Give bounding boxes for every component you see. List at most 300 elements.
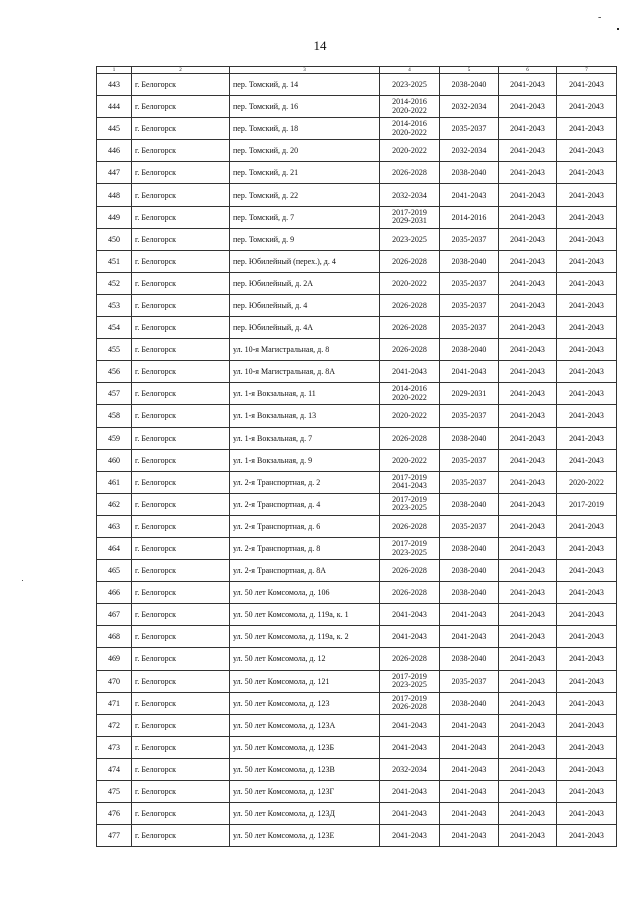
column-header: 3: [230, 67, 380, 74]
row-number: 463: [97, 515, 132, 537]
address-cell: пер. Юбилейный (перех.), д. 4: [230, 250, 380, 272]
row-number: 443: [97, 74, 132, 96]
period-cell-col4: 2026-2028: [380, 582, 440, 604]
period-cell-col4: 2041-2043: [380, 781, 440, 803]
period-cell-col5: 2038-2040: [440, 493, 499, 515]
column-header: 4: [380, 67, 440, 74]
period-cell-col6: 2041-2043: [499, 449, 557, 471]
period-cell-col5: 2035-2037: [440, 228, 499, 250]
period-cell-col4: [380, 118, 440, 140]
table-row: [97, 714, 617, 736]
city-cell: г. Белогорск: [132, 648, 230, 670]
row-number: 477: [97, 825, 132, 847]
period-cell-col4: 2026-2028: [380, 648, 440, 670]
city-cell: г. Белогорск: [132, 537, 230, 559]
table-row: [97, 781, 617, 803]
address-cell: ул. 50 лет Комсомола, д. 123Е: [230, 825, 380, 847]
table-row: [97, 692, 617, 714]
row-number: 454: [97, 317, 132, 339]
table-row: [97, 184, 617, 206]
table-row: [97, 118, 617, 140]
period-cell-col7: 2041-2043: [557, 162, 617, 184]
address-cell: ул. 2-я Транспортная, д. 4: [230, 493, 380, 515]
period-cell-col4: 2041-2043: [380, 714, 440, 736]
period-cell-col5: 2035-2037: [440, 118, 499, 140]
row-number: 474: [97, 758, 132, 780]
table-body: [97, 67, 617, 847]
period-cell-col7: 2041-2043: [557, 228, 617, 250]
period-cell-col7: 2041-2043: [557, 206, 617, 228]
address-cell: ул. 50 лет Комсомола, д. 119а, к. 2: [230, 626, 380, 648]
period-cell-col6: 2041-2043: [499, 626, 557, 648]
row-number: 459: [97, 427, 132, 449]
period-cell-col6: 2041-2043: [499, 405, 557, 427]
city-cell: г. Белогорск: [132, 405, 230, 427]
corner-mark: -: [598, 12, 602, 23]
row-number: 446: [97, 140, 132, 162]
period-cell-col6: 2041-2043: [499, 736, 557, 758]
period-cell-col5: 2038-2040: [440, 74, 499, 96]
table-row: [97, 670, 617, 692]
period-cell-col7: 2041-2043: [557, 803, 617, 825]
city-cell: г. Белогорск: [132, 758, 230, 780]
table-row: [97, 96, 617, 118]
period-cell-col4: 2026-2028: [380, 250, 440, 272]
column-header: 7: [557, 67, 617, 74]
address-cell: ул. 50 лет Комсомола, д. 119а, к. 1: [230, 604, 380, 626]
period-cell-col5: 2032-2034: [440, 140, 499, 162]
city-cell: г. Белогорск: [132, 582, 230, 604]
period-cell-col6: 2041-2043: [499, 714, 557, 736]
period-cell-col5: 2035-2037: [440, 294, 499, 316]
period-cell-col7: 2041-2043: [557, 758, 617, 780]
period-cell-col4: 2026-2028: [380, 560, 440, 582]
city-cell: г. Белогорск: [132, 184, 230, 206]
row-number: 448: [97, 184, 132, 206]
period-cell-col4: 2026-2028: [380, 515, 440, 537]
city-cell: г. Белогорск: [132, 317, 230, 339]
period-cell-col4: 2026-2028: [380, 339, 440, 361]
period-cell-col4: 2041-2043: [380, 825, 440, 847]
table-row: [97, 361, 617, 383]
city-cell: г. Белогорск: [132, 493, 230, 515]
address-cell: пер. Томский, д. 14: [230, 74, 380, 96]
address-cell: ул. 2-я Транспортная, д. 8А: [230, 560, 380, 582]
table-row: [97, 515, 617, 537]
registry-table: [96, 66, 617, 847]
city-cell: г. Белогорск: [132, 692, 230, 714]
period-cell-col5: 2041-2043: [440, 361, 499, 383]
table-row: [97, 74, 617, 96]
period-cell-col5: 2038-2040: [440, 692, 499, 714]
period-cell-col6: 2041-2043: [499, 206, 557, 228]
period-cell-col5: 2041-2043: [440, 803, 499, 825]
period-cell-col5: 2035-2037: [440, 670, 499, 692]
period-cell-col6: 2041-2043: [499, 250, 557, 272]
address-cell: ул. 10-я Магистральная, д. 8: [230, 339, 380, 361]
period-cell-col6: 2041-2043: [499, 383, 557, 405]
period-cell-col4: 2041-2043: [380, 626, 440, 648]
period-cell-col5: 2041-2043: [440, 604, 499, 626]
address-cell: пер. Юбилейный, д. 4: [230, 294, 380, 316]
period-cell-col5: 2041-2043: [440, 714, 499, 736]
period-cell-col6: 2041-2043: [499, 648, 557, 670]
period-cell-col5: 2038-2040: [440, 537, 499, 559]
period-cell-col7: 2041-2043: [557, 670, 617, 692]
period-cell-col6: 2041-2043: [499, 515, 557, 537]
row-number: 476: [97, 803, 132, 825]
period-cell-col7: 2041-2043: [557, 427, 617, 449]
city-cell: г. Белогорск: [132, 294, 230, 316]
period-cell-col6: 2041-2043: [499, 140, 557, 162]
period-cell-col6: 2041-2043: [499, 825, 557, 847]
period-cell-col4-text: 2017-2019 2026-2028: [392, 693, 427, 712]
row-number: 461: [97, 471, 132, 493]
table-row: [97, 317, 617, 339]
row-number: 455: [97, 339, 132, 361]
period-cell-col6: 2041-2043: [499, 317, 557, 339]
row-number: 450: [97, 228, 132, 250]
row-number: 464: [97, 537, 132, 559]
address-cell: ул. 1-я Вокзальная, д. 13: [230, 405, 380, 427]
address-cell: ул. 50 лет Комсомола, д. 123В: [230, 758, 380, 780]
period-cell-col7: 2041-2043: [557, 537, 617, 559]
table-row: [97, 803, 617, 825]
period-cell-col6: 2041-2043: [499, 781, 557, 803]
table-row: [97, 383, 617, 405]
period-cell-col4-text: 2014-2016 2020-2022: [392, 119, 427, 137]
period-cell-col5: 2041-2043: [440, 736, 499, 758]
period-cell-col4: 2026-2028: [380, 162, 440, 184]
period-cell-col4: 2020-2022: [380, 405, 440, 427]
row-number: 469: [97, 648, 132, 670]
period-cell-col4: [380, 537, 440, 559]
period-cell-col4: 2041-2043: [380, 604, 440, 626]
period-cell-col4-text: 2014-2016 2020-2022: [392, 97, 427, 115]
period-cell-col5: 2038-2040: [440, 339, 499, 361]
period-cell-col7: 2041-2043: [557, 339, 617, 361]
row-number: 465: [97, 560, 132, 582]
period-cell-col7: 2017-2019: [557, 493, 617, 515]
row-number: 467: [97, 604, 132, 626]
period-cell-col5: 2041-2043: [440, 626, 499, 648]
period-cell-col7: 2041-2043: [557, 736, 617, 758]
period-cell-col5: 2038-2040: [440, 250, 499, 272]
period-cell-col7: 2041-2043: [557, 781, 617, 803]
period-cell-col4: 2032-2034: [380, 758, 440, 780]
city-cell: г. Белогорск: [132, 604, 230, 626]
period-cell-col7: 2041-2043: [557, 272, 617, 294]
period-cell-col6: 2041-2043: [499, 162, 557, 184]
period-cell-col5: 2038-2040: [440, 582, 499, 604]
period-cell-col6: 2041-2043: [499, 184, 557, 206]
address-cell: пер. Юбилейный, д. 2А: [230, 272, 380, 294]
period-cell-col6: 2041-2043: [499, 604, 557, 626]
period-cell-col5: 2041-2043: [440, 781, 499, 803]
column-header: 2: [132, 67, 230, 74]
period-cell-col4: 2032-2034: [380, 184, 440, 206]
row-number: 470: [97, 670, 132, 692]
period-cell-col7: 2041-2043: [557, 714, 617, 736]
row-number: 460: [97, 449, 132, 471]
period-cell-col7: 2041-2043: [557, 184, 617, 206]
corner-dot: [617, 28, 619, 30]
period-cell-col5: 2041-2043: [440, 184, 499, 206]
row-number: 445: [97, 118, 132, 140]
column-header: 5: [440, 67, 499, 74]
row-number: 452: [97, 272, 132, 294]
period-cell-col6: 2041-2043: [499, 758, 557, 780]
period-cell-col7: 2041-2043: [557, 140, 617, 162]
city-cell: г. Белогорск: [132, 825, 230, 847]
address-cell: пер. Юбилейный, д. 4А: [230, 317, 380, 339]
period-cell-col6: 2041-2043: [499, 471, 557, 493]
period-cell-col7: 2041-2043: [557, 383, 617, 405]
city-cell: г. Белогорск: [132, 272, 230, 294]
period-cell-col7: 2041-2043: [557, 405, 617, 427]
table-row: [97, 560, 617, 582]
table-row: [97, 758, 617, 780]
table-row: [97, 537, 617, 559]
period-cell-col4: 2020-2022: [380, 140, 440, 162]
row-number: 457: [97, 383, 132, 405]
period-cell-col5: 2041-2043: [440, 825, 499, 847]
period-cell-col7: 2041-2043: [557, 449, 617, 471]
period-cell-col7: 2041-2043: [557, 582, 617, 604]
column-header: 6: [499, 67, 557, 74]
address-cell: ул. 50 лет Комсомола, д. 106: [230, 582, 380, 604]
period-cell-col6: 2041-2043: [499, 692, 557, 714]
period-cell-col5: 2035-2037: [440, 449, 499, 471]
period-cell-col4-text: 2014-2016 2020-2022: [392, 384, 427, 402]
row-number: 447: [97, 162, 132, 184]
city-cell: г. Белогорск: [132, 250, 230, 272]
address-cell: пер. Томский, д. 18: [230, 118, 380, 140]
row-number: 471: [97, 692, 132, 714]
page-number: 14: [313, 38, 327, 53]
city-cell: г. Белогорск: [132, 74, 230, 96]
period-cell-col7: 2041-2043: [557, 560, 617, 582]
period-cell-col6: 2041-2043: [499, 537, 557, 559]
row-number: 468: [97, 626, 132, 648]
period-cell-col6: 2041-2043: [499, 361, 557, 383]
period-cell-col7: 2041-2043: [557, 604, 617, 626]
period-cell-col4-text: 2017-2019 2023-2025: [392, 494, 427, 513]
period-cell-col4: [380, 206, 440, 228]
address-cell: ул. 2-я Транспортная, д. 2: [230, 471, 380, 493]
period-cell-col5: 2035-2037: [440, 471, 499, 493]
table-row: [97, 825, 617, 847]
row-number: 466: [97, 582, 132, 604]
address-cell: ул. 50 лет Комсомола, д. 123Г: [230, 781, 380, 803]
address-cell: ул. 1-я Вокзальная, д. 11: [230, 383, 380, 405]
city-cell: г. Белогорск: [132, 228, 230, 250]
period-cell-col6: 2041-2043: [499, 493, 557, 515]
address-cell: ул. 50 лет Комсомола, д. 123Д: [230, 803, 380, 825]
period-cell-col4-text: 2017-2019 2029-2031: [392, 207, 427, 226]
table-row: [97, 339, 617, 361]
table-row: [97, 427, 617, 449]
period-cell-col6: 2041-2043: [499, 339, 557, 361]
period-cell-col6: 2041-2043: [499, 96, 557, 118]
city-cell: г. Белогорск: [132, 96, 230, 118]
address-cell: пер. Томский, д. 7: [230, 206, 380, 228]
table-row: [97, 294, 617, 316]
address-cell: ул. 2-я Транспортная, д. 6: [230, 515, 380, 537]
period-cell-col4: [380, 670, 440, 692]
period-cell-col5: 2035-2037: [440, 515, 499, 537]
city-cell: г. Белогорск: [132, 118, 230, 140]
period-cell-col6: 2041-2043: [499, 670, 557, 692]
city-cell: г. Белогорск: [132, 803, 230, 825]
period-cell-col6: 2041-2043: [499, 582, 557, 604]
period-cell-col5: 2035-2037: [440, 317, 499, 339]
period-cell-col5: 2014-2016: [440, 206, 499, 228]
period-cell-col7: 2041-2043: [557, 317, 617, 339]
row-number: 472: [97, 714, 132, 736]
period-cell-col7: 2041-2043: [557, 626, 617, 648]
period-cell-col6: 2041-2043: [499, 427, 557, 449]
period-cell-col4: 2041-2043: [380, 736, 440, 758]
city-cell: г. Белогорск: [132, 140, 230, 162]
table-row: [97, 272, 617, 294]
period-cell-col4: 2026-2028: [380, 427, 440, 449]
period-cell-col7: 2041-2043: [557, 294, 617, 316]
table-row: [97, 405, 617, 427]
period-cell-col5: 2038-2040: [440, 648, 499, 670]
margin-mark: [22, 580, 23, 581]
row-number: 449: [97, 206, 132, 228]
period-cell-col4: [380, 493, 440, 515]
period-cell-col6: 2041-2043: [499, 560, 557, 582]
period-cell-col4: 2041-2043: [380, 803, 440, 825]
city-cell: г. Белогорск: [132, 471, 230, 493]
address-cell: ул. 50 лет Комсомола, д. 121: [230, 670, 380, 692]
table-row: [97, 250, 617, 272]
table-row: [97, 493, 617, 515]
address-cell: пер. Томский, д. 22: [230, 184, 380, 206]
header-row: [97, 67, 617, 74]
row-number: 458: [97, 405, 132, 427]
table-row: [97, 162, 617, 184]
period-cell-col7: 2041-2043: [557, 250, 617, 272]
period-cell-col5: 2038-2040: [440, 560, 499, 582]
city-cell: г. Белогорск: [132, 670, 230, 692]
table-row: [97, 626, 617, 648]
period-cell-col5: 2041-2043: [440, 758, 499, 780]
table-row: [97, 582, 617, 604]
address-cell: ул. 1-я Вокзальная, д. 9: [230, 449, 380, 471]
table-row: [97, 206, 617, 228]
table-row: [97, 648, 617, 670]
table-row: [97, 471, 617, 493]
row-number: 453: [97, 294, 132, 316]
city-cell: г. Белогорск: [132, 162, 230, 184]
city-cell: г. Белогорск: [132, 361, 230, 383]
city-cell: г. Белогорск: [132, 449, 230, 471]
period-cell-col7: 2041-2043: [557, 74, 617, 96]
period-cell-col6: 2041-2043: [499, 228, 557, 250]
period-cell-col6: 2041-2043: [499, 74, 557, 96]
period-cell-col4-text: 2017-2019 2041-2043: [392, 472, 427, 491]
period-cell-col7: 2041-2043: [557, 692, 617, 714]
period-cell-col5: 2032-2034: [440, 96, 499, 118]
period-cell-col4: 2020-2022: [380, 272, 440, 294]
address-cell: пер. Томский, д. 9: [230, 228, 380, 250]
city-cell: г. Белогорск: [132, 560, 230, 582]
row-number: 456: [97, 361, 132, 383]
period-cell-col4: 2026-2028: [380, 317, 440, 339]
period-cell-col4: 2041-2043: [380, 361, 440, 383]
address-cell: ул. 2-я Транспортная, д. 8: [230, 537, 380, 559]
period-cell-col6: 2041-2043: [499, 118, 557, 140]
period-cell-col4: [380, 383, 440, 405]
period-cell-col4: 2026-2028: [380, 294, 440, 316]
address-cell: пер. Томский, д. 21: [230, 162, 380, 184]
column-header: 1: [97, 67, 132, 74]
row-number: 473: [97, 736, 132, 758]
address-cell: ул. 1-я Вокзальная, д. 7: [230, 427, 380, 449]
city-cell: г. Белогорск: [132, 383, 230, 405]
address-cell: ул. 50 лет Комсомола, д. 123А: [230, 714, 380, 736]
row-number: 444: [97, 96, 132, 118]
period-cell-col5: 2038-2040: [440, 427, 499, 449]
period-cell-col7: 2041-2043: [557, 118, 617, 140]
city-cell: г. Белогорск: [132, 206, 230, 228]
table-row: [97, 604, 617, 626]
row-number: 475: [97, 781, 132, 803]
period-cell-col4: 2023-2025: [380, 74, 440, 96]
period-cell-col7: 2041-2043: [557, 361, 617, 383]
table-row: [97, 140, 617, 162]
table-row: [97, 228, 617, 250]
period-cell-col6: 2041-2043: [499, 272, 557, 294]
period-cell-col5: 2035-2037: [440, 272, 499, 294]
city-cell: г. Белогорск: [132, 626, 230, 648]
table-row: [97, 449, 617, 471]
period-cell-col4: 2023-2025: [380, 228, 440, 250]
period-cell-col7: 2041-2043: [557, 96, 617, 118]
period-cell-col4: [380, 471, 440, 493]
period-cell-col7: 2020-2022: [557, 471, 617, 493]
period-cell-col5: 2038-2040: [440, 162, 499, 184]
period-cell-col5: 2035-2037: [440, 405, 499, 427]
city-cell: г. Белогорск: [132, 515, 230, 537]
row-number: 462: [97, 493, 132, 515]
period-cell-col4-text: 2017-2019 2023-2025: [392, 671, 427, 690]
period-cell-col7: 2041-2043: [557, 648, 617, 670]
table-row: [97, 736, 617, 758]
address-cell: пер. Томский, д. 16: [230, 96, 380, 118]
address-cell: ул. 10-я Магистральная, д. 8А: [230, 361, 380, 383]
address-cell: пер. Томский, д. 20: [230, 140, 380, 162]
period-cell-col7: 2041-2043: [557, 515, 617, 537]
city-cell: г. Белогорск: [132, 339, 230, 361]
period-cell-col4: [380, 692, 440, 714]
address-cell: ул. 50 лет Комсомола, д. 123Б: [230, 736, 380, 758]
city-cell: г. Белогорск: [132, 781, 230, 803]
address-cell: ул. 50 лет Комсомола, д. 12: [230, 648, 380, 670]
address-cell: ул. 50 лет Комсомола, д. 123: [230, 692, 380, 714]
period-cell-col4-text: 2017-2019 2023-2025: [392, 539, 427, 557]
period-cell-col7: 2041-2043: [557, 825, 617, 847]
period-cell-col4: [380, 96, 440, 118]
city-cell: г. Белогорск: [132, 736, 230, 758]
period-cell-col6: 2041-2043: [499, 803, 557, 825]
period-cell-col4: 2020-2022: [380, 449, 440, 471]
city-cell: г. Белогорск: [132, 427, 230, 449]
row-number: 451: [97, 250, 132, 272]
